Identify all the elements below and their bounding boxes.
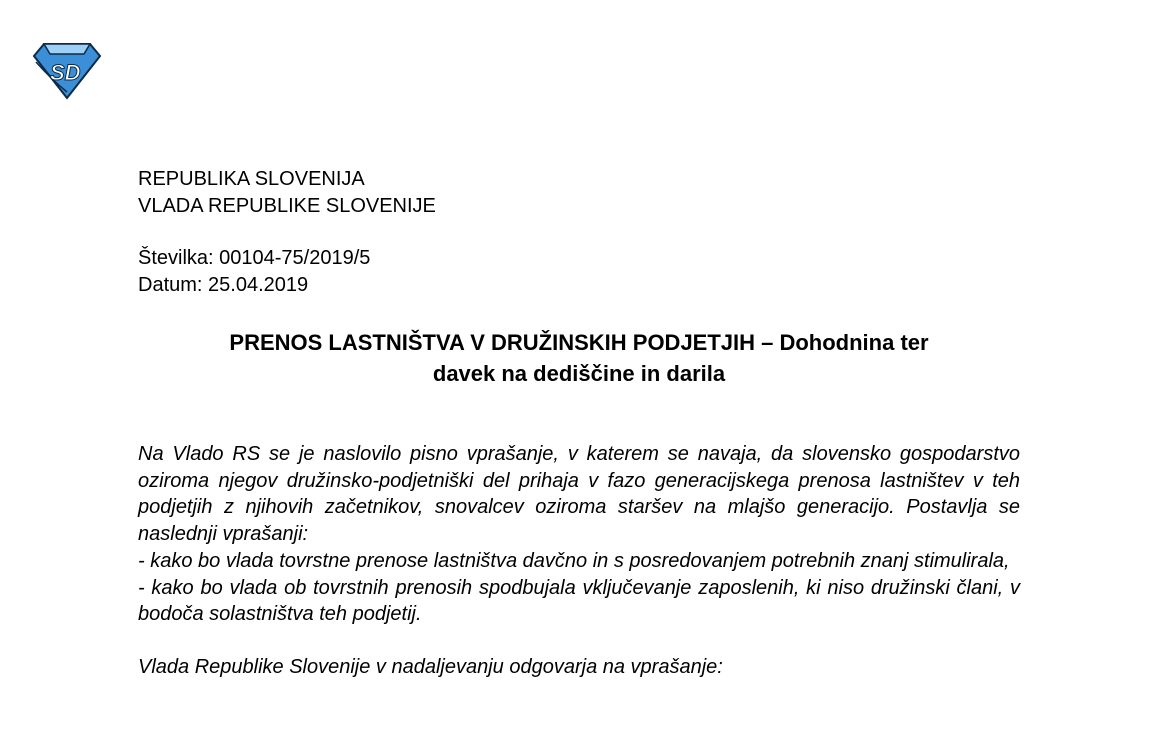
document-body [138, 441, 1020, 681]
document-number: Številka: 00104-75/2019/5 [138, 247, 371, 269]
body-question-2: - kako bo vlada ob tovrstnih prenosih spodbujala vključevanje zaposlenih, ki niso družinski člani, v bodoča solastništva teh podjetij. [138, 576, 1020, 626]
document-meta [138, 245, 370, 299]
document-header [138, 166, 436, 220]
svg-text:SD: SD [50, 60, 81, 85]
document-title [138, 327, 1020, 389]
document-date: Datum: 25.04.2019 [138, 274, 309, 296]
header-government: VLADA REPUBLIKE SLOVENIJE [138, 195, 436, 217]
body-paragraph-intro: Na Vlado RS se je naslovilo pisno vprašanje, v katerem se navaja, da slovensko gospodarstvo oziroma njegov družinsko-podjetniški del prihaja v fazo generacijskega prenosa lastništev v teh podjetjih z njihovih začetnikov, snovalcev oziroma staršev na mlajšo generacijo. Postavlja se naslednji vprašanji: [138, 443, 1020, 546]
sd-diamond-logo-icon [30, 40, 104, 100]
header-republic: REPUBLIKA SLOVENIJA [138, 168, 365, 190]
paragraph-gap [138, 628, 1020, 654]
body-paragraph-answer-intro: Vlada Republike Slovenije v nadaljevanju odgovarja na vprašanje: [138, 655, 723, 678]
title-line-2: davek na dediščine in darila [432, 361, 726, 386]
title-line-1: PRENOS LASTNIŠTVA V DRUŽINSKIH PODJETJIH – Dohodnina ter [229, 330, 929, 355]
body-question-1: - kako bo vlada tovrstne prenose lastništva davčno in s posredovanjem potrebnih znanj stimulirala, [138, 549, 1010, 572]
